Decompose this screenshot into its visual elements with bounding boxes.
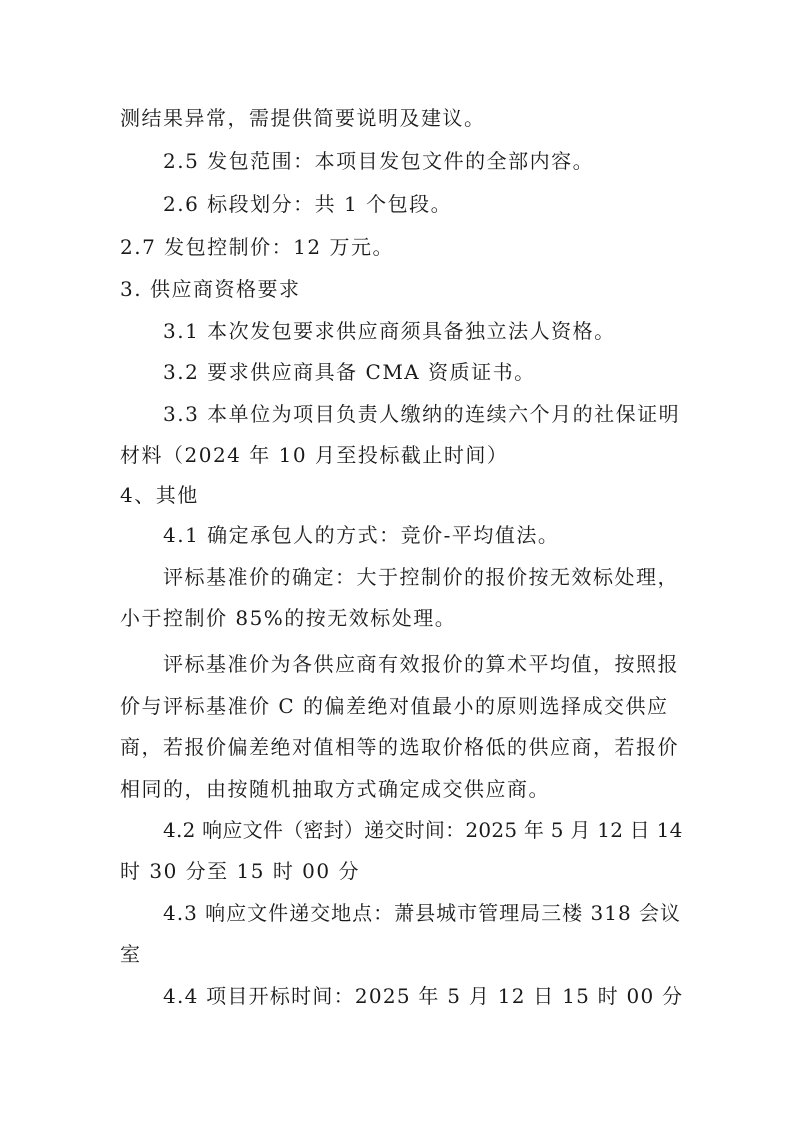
text-line-17: 相同的，由按随机抽取方式确定成交供应商。 <box>120 777 550 801</box>
text-line-6: 3.1 本次发包要求供应商须具备独立法人资格。 <box>163 319 616 343</box>
text-line-16: 商，若报价偏差绝对值相等的选取价格低的供应商，若报价 <box>120 735 679 759</box>
text-line-15: 价与评标基准价 C 的偏差绝对值最小的原则选择成交供应 <box>120 694 669 718</box>
text-line-1: 测结果异常，需提供简要说明及建议。 <box>120 106 486 130</box>
text-line-8: 3.3 本单位为项目负责人缴纳的连续六个月的社保证明 <box>163 402 681 426</box>
text-line-4: 2.7 发包控制价：12 万元。 <box>120 235 394 259</box>
text-line-9: 材料（2024 年 10 月至投标截止时间） <box>120 443 509 467</box>
text-line-13: 小于控制价 85%的按无效标处理。 <box>120 606 457 630</box>
text-line-11: 4.1 确定承包人的方式：竞价-平均值法。 <box>163 523 560 547</box>
text-line-21: 室 <box>120 942 142 966</box>
text-line-12: 评标基准价的确定：大于控制价的报价按无效标处理， <box>163 565 679 589</box>
section-heading-4: 4、其他 <box>120 483 199 507</box>
text-line-22: 4.4 项目开标时间：2025 年 5 月 12 日 15 时 00 分 <box>163 984 684 1008</box>
section-heading-3: 3. 供应商资格要求 <box>120 277 301 301</box>
text-line-3: 2.6 标段划分：共 1 个包段。 <box>163 192 453 216</box>
text-line-14: 评标基准价为各供应商有效报价的算术平均值，按照报 <box>163 652 679 676</box>
text-line-19: 时 30 分至 15 时 00 分 <box>120 859 360 883</box>
text-line-20: 4.3 响应文件递交地点：萧县城市管理局三楼 318 会议 <box>163 901 682 925</box>
text-line-7: 3.2 要求供应商具备 CMA 资质证书。 <box>163 360 536 384</box>
text-line-2: 2.5 发包范围：本项目发包文件的全部内容。 <box>163 149 595 173</box>
text-line-18: 4.2 响应文件（密封）递交时间：2025 年 5 月 12 日 14 <box>163 818 683 842</box>
